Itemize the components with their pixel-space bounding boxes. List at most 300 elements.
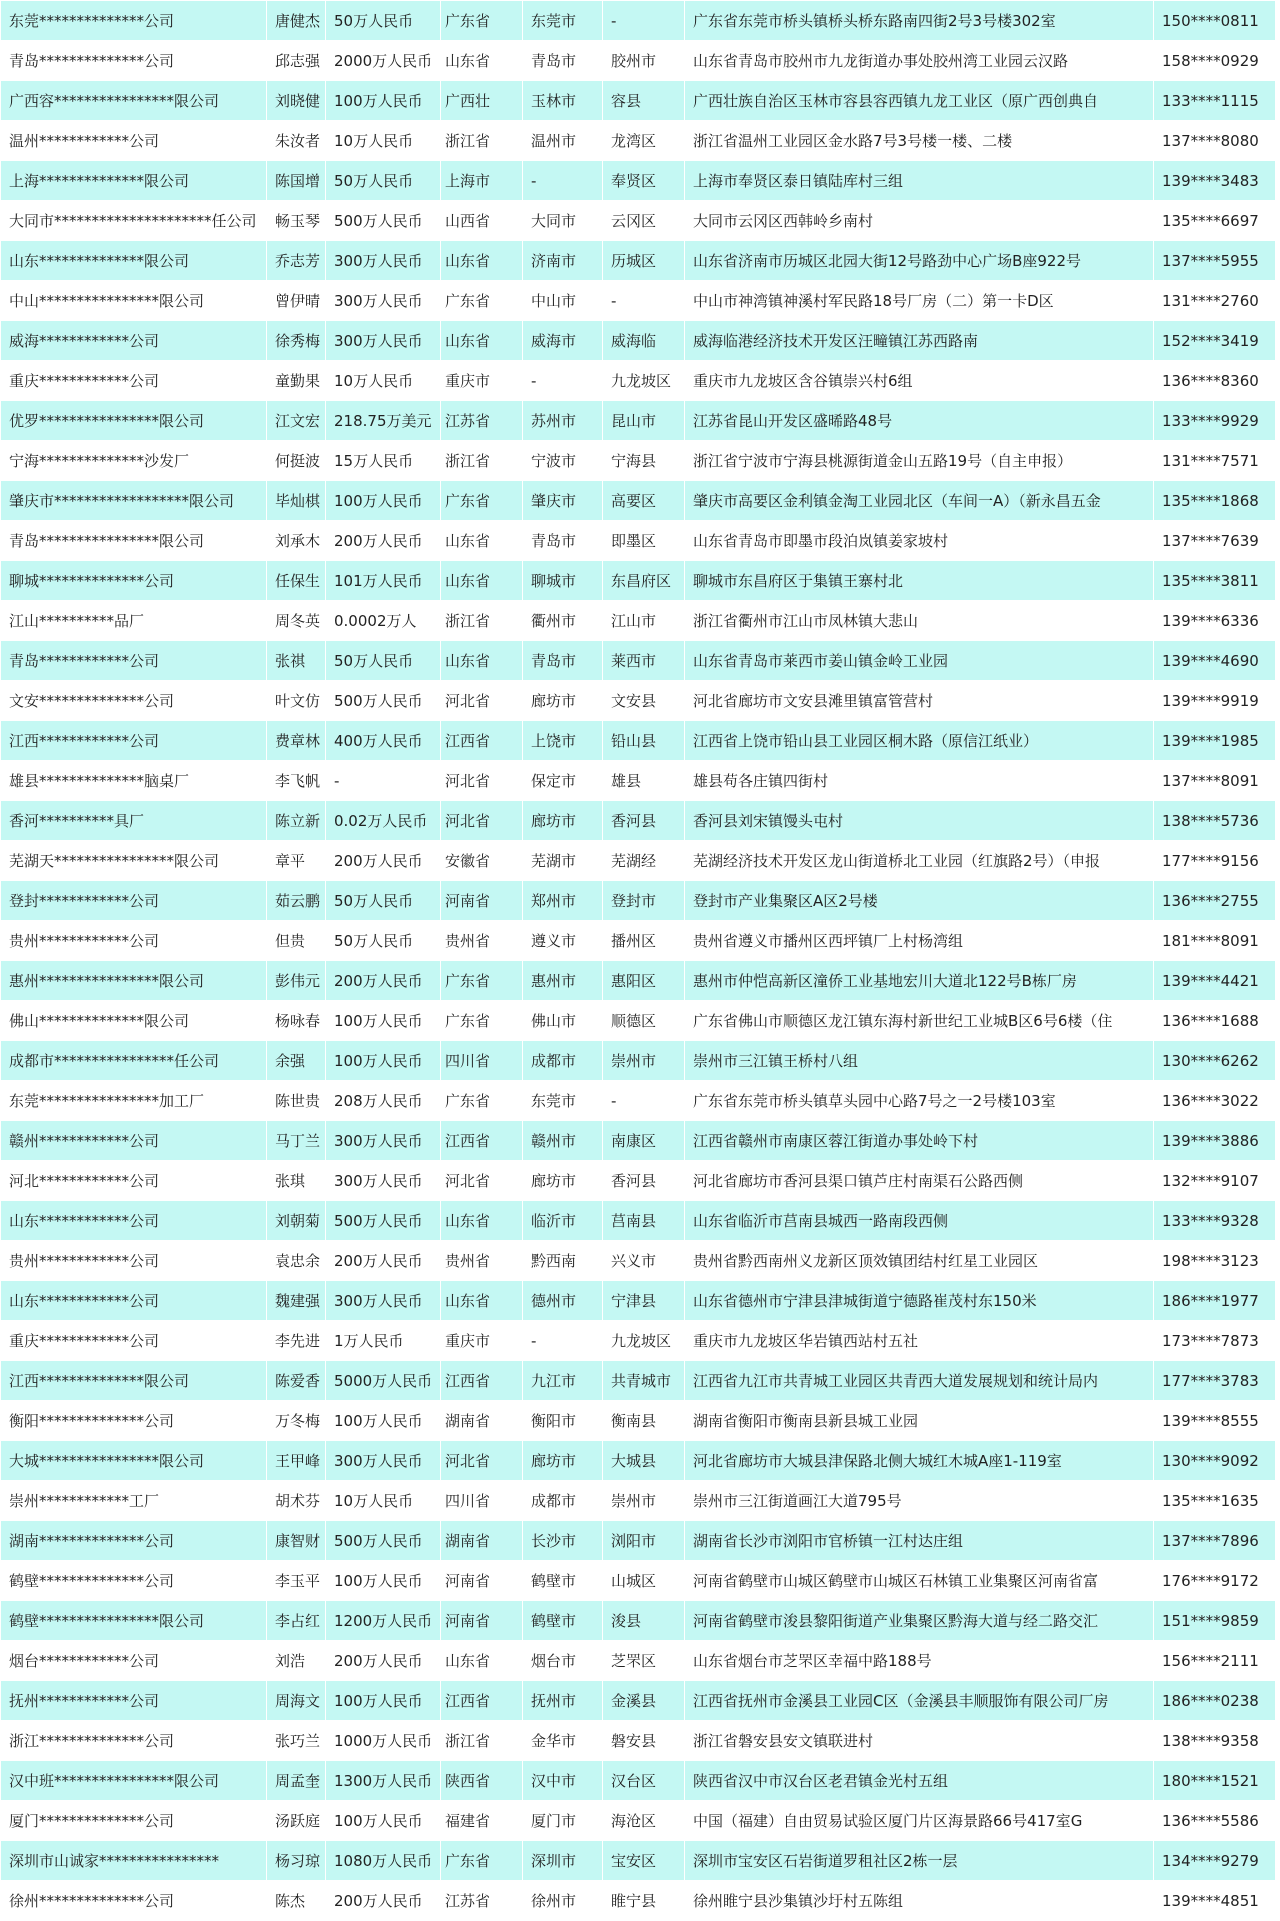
table-row: [1, 1881, 1276, 1921]
phone-cell: 177****9156: [1154, 841, 1276, 881]
phone-cell: 138****9358: [1154, 1721, 1276, 1761]
capital-cell: 300万人民币: [326, 241, 441, 281]
province-cell: 山东省: [441, 1201, 523, 1241]
address-cell: 江苏省昆山开发区盛晞路48号: [685, 401, 1154, 441]
company-name-cell: 厦门**************公司: [1, 1801, 267, 1841]
address-cell: 贵州省遵义市播州区西坪镇厂上村杨湾组: [685, 921, 1154, 961]
capital-cell: 300万人民币: [326, 321, 441, 361]
address-cell: 山东省德州市宁津县津城街道宁德路崔茂村东150米: [685, 1281, 1154, 1321]
phone-cell: 135****1635: [1154, 1481, 1276, 1521]
phone-cell: 151****9859: [1154, 1601, 1276, 1641]
province-cell: 贵州省: [441, 921, 523, 961]
city-cell: 东莞市: [523, 1081, 603, 1121]
capital-cell: 500万人民币: [326, 681, 441, 721]
city-cell: 烟台市: [523, 1641, 603, 1681]
phone-cell: 139****9919: [1154, 681, 1276, 721]
district-cell: 即墨区: [603, 521, 685, 561]
legal-rep-cell: 唐健杰: [267, 1, 326, 41]
table-row: [1, 1561, 1276, 1601]
table-row: [1, 1001, 1276, 1041]
city-cell: 成都市: [523, 1041, 603, 1081]
address-cell: 山东省青岛市即墨市段泊岚镇姜家坡村: [685, 521, 1154, 561]
phone-cell: 173****7873: [1154, 1321, 1276, 1361]
district-cell: 宁海县: [603, 441, 685, 481]
province-cell: 河南省: [441, 881, 523, 921]
province-cell: 广东省: [441, 281, 523, 321]
company-name-cell: 肇庆市******************限公司: [1, 481, 267, 521]
address-cell: 河南省鹤壁市浚县黎阳街道产业集聚区黔海大道与经二路交汇: [685, 1601, 1154, 1641]
capital-cell: 10万人民币: [326, 121, 441, 161]
province-cell: 山东省: [441, 1641, 523, 1681]
capital-cell: 50万人民币: [326, 921, 441, 961]
city-cell: 长沙市: [523, 1521, 603, 1561]
province-cell: 浙江省: [441, 601, 523, 641]
city-cell: 东莞市: [523, 1, 603, 41]
province-cell: 安徽省: [441, 841, 523, 881]
province-cell: 江西省: [441, 721, 523, 761]
company-name-cell: 优罗****************限公司: [1, 401, 267, 441]
legal-rep-cell: 朱汝者: [267, 121, 326, 161]
district-cell: 磐安县: [603, 1721, 685, 1761]
phone-cell: 137****7639: [1154, 521, 1276, 561]
district-cell: 胶州市: [603, 41, 685, 81]
table-row: [1, 521, 1276, 561]
province-cell: 四川省: [441, 1041, 523, 1081]
company-name-cell: 鹤壁****************限公司: [1, 1601, 267, 1641]
district-cell: 播州区: [603, 921, 685, 961]
province-cell: 河北省: [441, 1161, 523, 1201]
table-row: [1, 481, 1276, 521]
address-cell: 登封市产业集聚区A区2号楼: [685, 881, 1154, 921]
province-cell: 江苏省: [441, 401, 523, 441]
province-cell: 贵州省: [441, 1241, 523, 1281]
table-row: [1, 1041, 1276, 1081]
district-cell: 宝安区: [603, 1841, 685, 1881]
address-cell: 山东省济南市历城区北园大街12号路劲中心广场B座922号: [685, 241, 1154, 281]
company-name-cell: 山东**************限公司: [1, 241, 267, 281]
table-row: [1, 721, 1276, 761]
city-cell: 衢州市: [523, 601, 603, 641]
city-cell: 郑州市: [523, 881, 603, 921]
province-cell: 浙江省: [441, 121, 523, 161]
district-cell: 九龙坡区: [603, 1321, 685, 1361]
capital-cell: 1300万人民币: [326, 1761, 441, 1801]
address-cell: 贵州省黔西南州义龙新区顶效镇团结村红星工业园区: [685, 1241, 1154, 1281]
city-cell: 济南市: [523, 241, 603, 281]
district-cell: 崇州市: [603, 1481, 685, 1521]
city-cell: 惠州市: [523, 961, 603, 1001]
phone-cell: 133****9929: [1154, 401, 1276, 441]
province-cell: 河南省: [441, 1561, 523, 1601]
district-cell: 奉贤区: [603, 161, 685, 201]
province-cell: 广东省: [441, 1, 523, 41]
company-name-cell: 青岛****************限公司: [1, 521, 267, 561]
district-cell: 登封市: [603, 881, 685, 921]
address-cell: 河北省廊坊市文安县滩里镇富管营村: [685, 681, 1154, 721]
district-cell: -: [603, 281, 685, 321]
legal-rep-cell: 任保生: [267, 561, 326, 601]
phone-cell: 133****9328: [1154, 1201, 1276, 1241]
legal-rep-cell: 毕灿棋: [267, 481, 326, 521]
table-row: [1, 241, 1276, 281]
city-cell: -: [523, 361, 603, 401]
company-name-cell: 芜湖天****************限公司: [1, 841, 267, 881]
phone-cell: 177****3783: [1154, 1361, 1276, 1401]
capital-cell: 208万人民币: [326, 1081, 441, 1121]
district-cell: 云冈区: [603, 201, 685, 241]
province-cell: 山东省: [441, 41, 523, 81]
legal-rep-cell: 畅玉琴: [267, 201, 326, 241]
legal-rep-cell: 江文宏: [267, 401, 326, 441]
legal-rep-cell: 陈世贵: [267, 1081, 326, 1121]
company-name-cell: 徐州**************公司: [1, 1881, 267, 1921]
table-row: [1, 1401, 1276, 1441]
company-name-cell: 聊城**************公司: [1, 561, 267, 601]
table-body: [1, 1, 1276, 1921]
phone-cell: 131****2760: [1154, 281, 1276, 321]
legal-rep-cell: 乔志芳: [267, 241, 326, 281]
capital-cell: 400万人民币: [326, 721, 441, 761]
city-cell: 青岛市: [523, 641, 603, 681]
legal-rep-cell: 但贵: [267, 921, 326, 961]
province-cell: 江苏省: [441, 1881, 523, 1921]
capital-cell: 50万人民币: [326, 641, 441, 681]
city-cell: 金华市: [523, 1721, 603, 1761]
province-cell: 广东省: [441, 1001, 523, 1041]
province-cell: 江西省: [441, 1361, 523, 1401]
company-name-cell: 抚州************公司: [1, 1681, 267, 1721]
capital-cell: 1080万人民币: [326, 1841, 441, 1881]
capital-cell: 300万人民币: [326, 1121, 441, 1161]
capital-cell: 100万人民币: [326, 481, 441, 521]
capital-cell: 200万人民币: [326, 961, 441, 1001]
capital-cell: 100万人民币: [326, 1561, 441, 1601]
table-row: [1, 81, 1276, 121]
capital-cell: 101万人民币: [326, 561, 441, 601]
address-cell: 山东省青岛市胶州市九龙街道办事处胶州湾工业园云汉路: [685, 41, 1154, 81]
capital-cell: 100万人民币: [326, 1001, 441, 1041]
phone-cell: 139****1985: [1154, 721, 1276, 761]
address-cell: 浙江省磐安县安文镇联进村: [685, 1721, 1154, 1761]
province-cell: 湖南省: [441, 1521, 523, 1561]
district-cell: 浚县: [603, 1601, 685, 1641]
capital-cell: 300万人民币: [326, 1161, 441, 1201]
province-cell: 河北省: [441, 761, 523, 801]
district-cell: 共青城市: [603, 1361, 685, 1401]
table-row: [1, 1121, 1276, 1161]
table-row: [1, 321, 1276, 361]
capital-cell: 218.75万美元: [326, 401, 441, 441]
phone-cell: 152****3419: [1154, 321, 1276, 361]
legal-rep-cell: 叶文仿: [267, 681, 326, 721]
district-cell: 惠阳区: [603, 961, 685, 1001]
table-row: [1, 1641, 1276, 1681]
legal-rep-cell: 魏建强: [267, 1281, 326, 1321]
phone-cell: 137****8091: [1154, 761, 1276, 801]
company-name-cell: 贵州************公司: [1, 921, 267, 961]
legal-rep-cell: 周海文: [267, 1681, 326, 1721]
district-cell: 南康区: [603, 1121, 685, 1161]
address-cell: 芜湖经济技术开发区龙山街道桥北工业园（红旗路2号）（申报: [685, 841, 1154, 881]
legal-rep-cell: 康智财: [267, 1521, 326, 1561]
district-cell: 莒南县: [603, 1201, 685, 1241]
address-cell: 聊城市东昌府区于集镇王寨村北: [685, 561, 1154, 601]
table-row: [1, 1521, 1276, 1561]
city-cell: 廊坊市: [523, 1161, 603, 1201]
phone-cell: 130****6262: [1154, 1041, 1276, 1081]
city-cell: 中山市: [523, 281, 603, 321]
table-row: [1, 1, 1276, 41]
address-cell: 河南省鹤壁市山城区鹤壁市山城区石林镇工业集聚区河南省富: [685, 1561, 1154, 1601]
table-row: [1, 1281, 1276, 1321]
phone-cell: 158****0929: [1154, 41, 1276, 81]
capital-cell: 5000万人民币: [326, 1361, 441, 1401]
city-cell: 上饶市: [523, 721, 603, 761]
company-name-cell: 大同市*********************任公司: [1, 201, 267, 241]
capital-cell: 300万人民币: [326, 281, 441, 321]
address-cell: 广西壮族自治区玉林市容县容西镇九龙工业区（原广西创典自: [685, 81, 1154, 121]
phone-cell: 186****1977: [1154, 1281, 1276, 1321]
capital-cell: 15万人民币: [326, 441, 441, 481]
address-cell: 重庆市九龙坡区含谷镇崇兴村6组: [685, 361, 1154, 401]
capital-cell: 100万人民币: [326, 1401, 441, 1441]
company-name-cell: 重庆************公司: [1, 1321, 267, 1361]
address-cell: 上海市奉贤区泰日镇陆库村三组: [685, 161, 1154, 201]
legal-rep-cell: 马丁兰: [267, 1121, 326, 1161]
address-cell: 浙江省宁波市宁海县桃源街道金山五路19号（自主申报）: [685, 441, 1154, 481]
table-row: [1, 1161, 1276, 1201]
table-row: [1, 201, 1276, 241]
legal-rep-cell: 陈国增: [267, 161, 326, 201]
address-cell: 陕西省汉中市汉台区老君镇金光村五组: [685, 1761, 1154, 1801]
district-cell: 香河县: [603, 801, 685, 841]
legal-rep-cell: 余强: [267, 1041, 326, 1081]
company-name-cell: 重庆************公司: [1, 361, 267, 401]
district-cell: 芝罘区: [603, 1641, 685, 1681]
table-row: [1, 681, 1276, 721]
phone-cell: 136****1688: [1154, 1001, 1276, 1041]
capital-cell: 200万人民币: [326, 1241, 441, 1281]
table-row: [1, 1321, 1276, 1361]
legal-rep-cell: 刘朝菊: [267, 1201, 326, 1241]
phone-cell: 131****7571: [1154, 441, 1276, 481]
capital-cell: 500万人民币: [326, 1201, 441, 1241]
legal-rep-cell: 胡术芬: [267, 1481, 326, 1521]
province-cell: 陕西省: [441, 1761, 523, 1801]
district-cell: 芜湖经: [603, 841, 685, 881]
capital-cell: 50万人民币: [326, 881, 441, 921]
province-cell: 江西省: [441, 1681, 523, 1721]
company-name-cell: 山东************公司: [1, 1281, 267, 1321]
company-name-cell: 佛山**************限公司: [1, 1001, 267, 1041]
district-cell: 容县: [603, 81, 685, 121]
phone-cell: 137****5955: [1154, 241, 1276, 281]
company-name-cell: 惠州****************限公司: [1, 961, 267, 1001]
table-row: [1, 841, 1276, 881]
table-row: [1, 561, 1276, 601]
table-row: [1, 361, 1276, 401]
company-name-cell: 河北************公司: [1, 1161, 267, 1201]
city-cell: 廊坊市: [523, 681, 603, 721]
phone-cell: 137****8080: [1154, 121, 1276, 161]
company-name-cell: 贵州************公司: [1, 1241, 267, 1281]
table-row: [1, 881, 1276, 921]
phone-cell: 176****9172: [1154, 1561, 1276, 1601]
city-cell: 九江市: [523, 1361, 603, 1401]
company-name-cell: 雄县**************脑桌厂: [1, 761, 267, 801]
table-row: [1, 1681, 1276, 1721]
capital-cell: 100万人民币: [326, 81, 441, 121]
phone-cell: 139****4851: [1154, 1881, 1276, 1921]
province-cell: 重庆市: [441, 1321, 523, 1361]
phone-cell: 139****4421: [1154, 961, 1276, 1001]
capital-cell: 0.0002万人: [326, 601, 441, 641]
legal-rep-cell: 刘承木: [267, 521, 326, 561]
company-name-cell: 江西**************限公司: [1, 1361, 267, 1401]
phone-cell: 136****3022: [1154, 1081, 1276, 1121]
legal-rep-cell: 陈立新: [267, 801, 326, 841]
address-cell: 深圳市宝安区石岩街道罗租社区2栋一层: [685, 1841, 1154, 1881]
table-row: [1, 1481, 1276, 1521]
company-name-cell: 赣州************公司: [1, 1121, 267, 1161]
table-row: [1, 1801, 1276, 1841]
address-cell: 大同市云冈区西韩岭乡南村: [685, 201, 1154, 241]
company-name-cell: 东莞**************公司: [1, 1, 267, 41]
legal-rep-cell: 李飞帆: [267, 761, 326, 801]
legal-rep-cell: 张琪: [267, 1161, 326, 1201]
address-cell: 江西省抚州市金溪县工业园C区（金溪县丰顺服饰有限公司厂房: [685, 1681, 1154, 1721]
legal-rep-cell: 汤跃庭: [267, 1801, 326, 1841]
legal-rep-cell: 童勤果: [267, 361, 326, 401]
province-cell: 山东省: [441, 521, 523, 561]
address-cell: 雄县苟各庄镇四街村: [685, 761, 1154, 801]
company-name-cell: 东莞****************加工厂: [1, 1081, 267, 1121]
company-name-cell: 温州************公司: [1, 121, 267, 161]
phone-cell: 150****0811: [1154, 1, 1276, 41]
company-name-cell: 崇州************工厂: [1, 1481, 267, 1521]
capital-cell: 50万人民币: [326, 1, 441, 41]
district-cell: 东昌府区: [603, 561, 685, 601]
province-cell: 广东省: [441, 1841, 523, 1881]
company-name-cell: 汉中班****************限公司: [1, 1761, 267, 1801]
district-cell: 历城区: [603, 241, 685, 281]
table-row: [1, 641, 1276, 681]
city-cell: 廊坊市: [523, 1441, 603, 1481]
district-cell: 铅山县: [603, 721, 685, 761]
city-cell: 肇庆市: [523, 481, 603, 521]
city-cell: 成都市: [523, 1481, 603, 1521]
legal-rep-cell: 周孟奎: [267, 1761, 326, 1801]
phone-cell: 136****5586: [1154, 1801, 1276, 1841]
city-cell: 汉中市: [523, 1761, 603, 1801]
company-name-cell: 江山**********品厂: [1, 601, 267, 641]
table-row: [1, 1201, 1276, 1241]
phone-cell: 137****7896: [1154, 1521, 1276, 1561]
phone-cell: 139****4690: [1154, 641, 1276, 681]
company-name-cell: 浙江**************公司: [1, 1721, 267, 1761]
phone-cell: 156****2111: [1154, 1641, 1276, 1681]
capital-cell: 200万人民币: [326, 841, 441, 881]
table-row: [1, 1761, 1276, 1801]
province-cell: 山东省: [441, 321, 523, 361]
table-row: [1, 1441, 1276, 1481]
legal-rep-cell: 章平: [267, 841, 326, 881]
district-cell: 高要区: [603, 481, 685, 521]
address-cell: 山东省临沂市莒南县城西一路南段西侧: [685, 1201, 1154, 1241]
company-name-cell: 登封************公司: [1, 881, 267, 921]
table-row: [1, 601, 1276, 641]
legal-rep-cell: 李占红: [267, 1601, 326, 1641]
district-cell: 金溪县: [603, 1681, 685, 1721]
address-cell: 崇州市三江街道画江大道795号: [685, 1481, 1154, 1521]
province-cell: 上海市: [441, 161, 523, 201]
district-cell: 莱西市: [603, 641, 685, 681]
address-cell: 河北省廊坊市香河县渠口镇芦庄村南渠石公路西侧: [685, 1161, 1154, 1201]
province-cell: 河北省: [441, 801, 523, 841]
legal-rep-cell: 刘浩: [267, 1641, 326, 1681]
table-row: [1, 1361, 1276, 1401]
province-cell: 广西壮: [441, 81, 523, 121]
province-cell: 广东省: [441, 1081, 523, 1121]
legal-rep-cell: 王甲峰: [267, 1441, 326, 1481]
phone-cell: 139****3483: [1154, 161, 1276, 201]
address-cell: 崇州市三江镇王桥村八组: [685, 1041, 1154, 1081]
district-cell: 香河县: [603, 1161, 685, 1201]
company-name-cell: 文安**************公司: [1, 681, 267, 721]
province-cell: 江西省: [441, 1121, 523, 1161]
table-row: [1, 1841, 1276, 1881]
capital-cell: 200万人民币: [326, 1641, 441, 1681]
company-name-cell: 青岛************公司: [1, 641, 267, 681]
legal-rep-cell: 曾伊晴: [267, 281, 326, 321]
district-cell: 山城区: [603, 1561, 685, 1601]
phone-cell: 180****1521: [1154, 1761, 1276, 1801]
capital-cell: 50万人民币: [326, 161, 441, 201]
table-row: [1, 1721, 1276, 1761]
city-cell: -: [523, 1321, 603, 1361]
company-name-cell: 衡阳**************公司: [1, 1401, 267, 1441]
city-cell: 深圳市: [523, 1841, 603, 1881]
legal-rep-cell: 李先进: [267, 1321, 326, 1361]
company-name-cell: 宁海**************沙发厂: [1, 441, 267, 481]
city-cell: 鹤壁市: [523, 1561, 603, 1601]
company-name-cell: 香河**********具厂: [1, 801, 267, 841]
address-cell: 香河县刘宋镇馒头屯村: [685, 801, 1154, 841]
province-cell: 湖南省: [441, 1401, 523, 1441]
province-cell: 广东省: [441, 481, 523, 521]
table-row: [1, 161, 1276, 201]
capital-cell: 2000万人民币: [326, 41, 441, 81]
phone-cell: 139****8555: [1154, 1401, 1276, 1441]
phone-cell: 198****3123: [1154, 1241, 1276, 1281]
address-cell: 浙江省衢州市江山市凤林镇大悲山: [685, 601, 1154, 641]
legal-rep-cell: 袁忠余: [267, 1241, 326, 1281]
province-cell: 山西省: [441, 201, 523, 241]
address-cell: 河北省廊坊市大城县津保路北侧大城红木城A座1-119室: [685, 1441, 1154, 1481]
address-cell: 山东省青岛市莱西市姜山镇金岭工业园: [685, 641, 1154, 681]
legal-rep-cell: 张巧兰: [267, 1721, 326, 1761]
table-row: [1, 1081, 1276, 1121]
city-cell: 遵义市: [523, 921, 603, 961]
capital-cell: 500万人民币: [326, 201, 441, 241]
city-cell: 徐州市: [523, 1881, 603, 1921]
address-cell: 江西省上饶市铅山县工业园区桐木路（原信江纸业）: [685, 721, 1154, 761]
district-cell: -: [603, 1081, 685, 1121]
district-cell: 睢宁县: [603, 1881, 685, 1921]
province-cell: 四川省: [441, 1481, 523, 1521]
legal-rep-cell: 杨咏春: [267, 1001, 326, 1041]
company-name-cell: 中山****************限公司: [1, 281, 267, 321]
